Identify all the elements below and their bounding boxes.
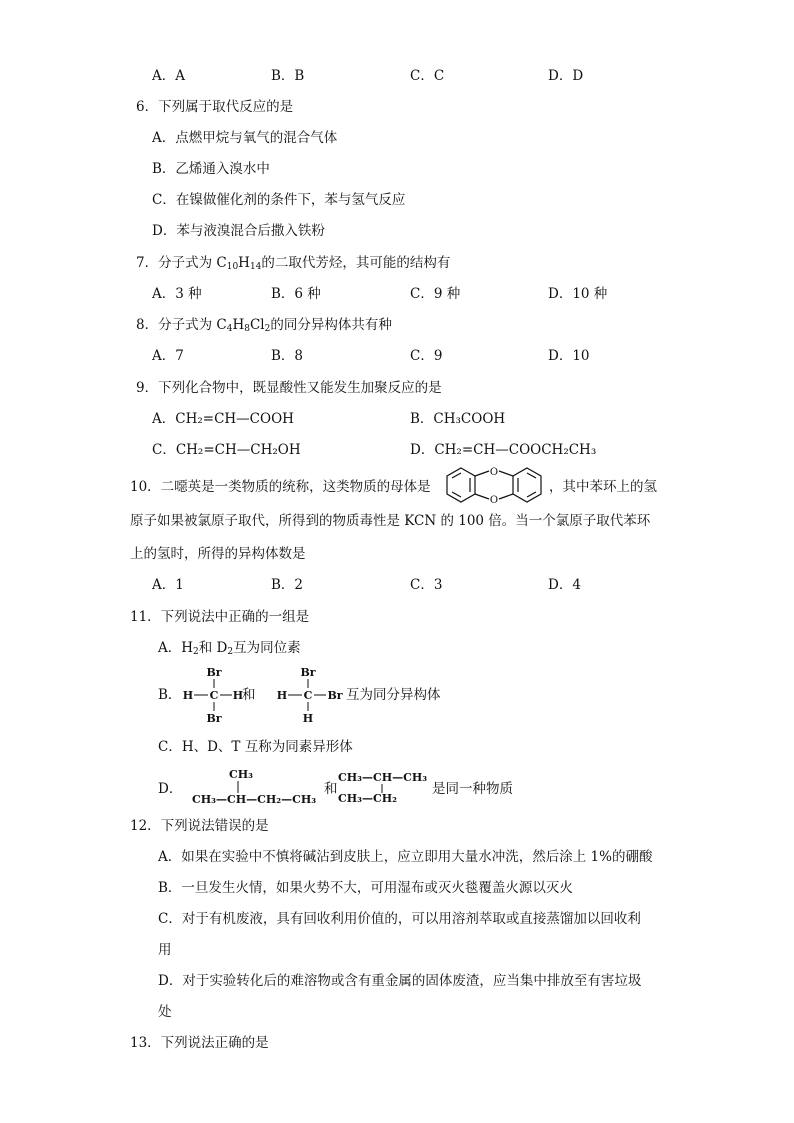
q10-stem-line1-end: ，其中苯环上的氢 <box>549 479 657 495</box>
formula-d2-row2: CH₃—CH₂ <box>338 792 397 805</box>
formula-b2-bottom: H <box>302 712 314 725</box>
q6-option-a: A．点燃甲烷与氧气的混合气体 <box>152 130 338 146</box>
q10-stem-line3: 上的氢时，所得的异构体数是 <box>130 546 306 562</box>
q12-option-c-line2: 用 <box>158 942 172 958</box>
q10-stem-line2: 原子如果被氯原子取代，所得到的物质毒性是 KCN 的 100 倍。当一个氯原子取代苯环 <box>130 513 651 529</box>
q9-option-a: A．CH₂=CH—COOH <box>152 411 294 427</box>
q8-option-d: D．10 <box>548 348 590 364</box>
q11-option-b-end: 互为同分异构体 <box>346 687 441 703</box>
formula-b2-left: H <box>276 689 288 702</box>
q9-option-d: D．CH₂=CH—COOCH₂CH₃ <box>410 442 597 458</box>
q11-option-b-and: 和 <box>242 687 256 703</box>
q11-formula-d1 <box>188 766 328 808</box>
q8-stem: 8．分子式为 $C_4H_8Cl_2$的同分异构体共有种 <box>136 317 392 334</box>
q11-option-c: C．H、D、T 互称为同素异形体 <box>158 739 353 755</box>
q12-option-b: B．一旦发生火情，如果火势不大，可用湿布或灭火毯覆盖火源以灭火 <box>158 880 573 896</box>
formula-d2-row1: CH₃—CH—CH₃ <box>338 771 428 784</box>
q9-stem: 9．下列化合物中，既显酸性又能发生加聚反应的是 <box>136 380 442 396</box>
svg-text:O: O <box>489 495 499 506</box>
q7-stem: 7．分子式为 $C_{10}H_{14}$的二取代芳烃，其可能的结构有 <box>136 255 451 272</box>
q11-formula-b1 <box>180 664 246 726</box>
q6-stem: 6．下列属于取代反应的是 <box>136 99 294 115</box>
q7-option-b: B．6 种 <box>271 286 321 302</box>
q6-option-d: D．苯与液溴混合后撒入铁粉 <box>152 223 325 239</box>
q10-option-b: B．2 <box>271 577 304 593</box>
q8-option-a: A．7 <box>152 348 184 364</box>
q11-option-b-label: B． <box>158 687 182 703</box>
formula-d1-branch: CH₃ <box>229 768 253 781</box>
q10-option-c: C．3 <box>410 577 443 593</box>
q9-option-b: B．CH₃COOH <box>410 411 506 427</box>
q12-option-a: A．如果在实验中不慎将碱沾到皮肤上，应立即用大量水冲洗，然后涂上 1%的硼酸 <box>158 849 653 865</box>
q12-option-c-line1: C．对于有机废液，具有回收利用价值的，可以用溶剂萃取或直接蒸馏加以回收利 <box>158 911 641 927</box>
q6-option-c: C．在镍做催化剂的条件下，苯与氢气反应 <box>152 192 406 208</box>
q11-option-d-and: 和 <box>324 781 338 797</box>
q5-option-c: C．C <box>410 68 445 84</box>
q5-option-d: D．D <box>548 68 584 84</box>
q11-option-d-label: D． <box>158 781 183 797</box>
q10-option-a: A．1 <box>152 577 184 593</box>
q9-option-c: C．CH₂=CH—CH₂OH <box>152 442 301 458</box>
q11-stem: 11．下列说法中正确的一组是 <box>130 609 310 625</box>
q11-option-d-end: 是同一种物质 <box>432 781 513 797</box>
q8-option-c: C．9 <box>410 348 443 364</box>
q10-stem-line1: 10．二噁英是一类物质的统称，这类物质的母体是 <box>130 479 431 495</box>
q7-option-c: C．9 种 <box>410 286 461 302</box>
q8-option-b: B．8 <box>271 348 304 364</box>
q11-formula-b2 <box>274 664 346 726</box>
q10-option-d: D．4 <box>548 577 581 593</box>
formula-b2-right: Br <box>327 689 343 702</box>
formula-b1-left: H <box>182 689 194 702</box>
q13-stem: 13．下列说法正确的是 <box>130 1035 269 1051</box>
q11-option-a: A．$H_2$和 $D_2$互为同位素 <box>158 640 301 657</box>
q7-option-a: A．3 种 <box>152 286 202 302</box>
formula-b1-top: Br <box>206 666 222 679</box>
formula-b1-right: H <box>232 689 244 702</box>
formula-b1-bottom: Br <box>206 712 222 725</box>
q12-option-d-line2: 处 <box>158 1004 172 1020</box>
q12-stem: 12．下列说法错误的是 <box>130 818 269 834</box>
formula-b2-top: Br <box>300 666 316 679</box>
q7-option-d: D．10 种 <box>548 286 608 302</box>
formula-b2-center: C <box>303 689 313 702</box>
formula-d1-main: CH₃—CH—CH₂—CH₃ <box>192 793 317 806</box>
q6-option-b: B．乙烯通入溴水中 <box>152 161 270 177</box>
q12-option-d-line1: D．对于实验转化后的难溶物或含有重金属的固体废渣，应当集中排放至有害垃圾 <box>158 973 642 989</box>
svg-text:O: O <box>489 467 499 478</box>
q5-option-a: A．A <box>152 68 185 84</box>
q11-formula-d2 <box>336 766 436 808</box>
formula-b1-center: C <box>209 689 219 702</box>
dibenzodioxin-structure <box>441 463 547 509</box>
q5-option-b: B．B <box>271 68 305 84</box>
